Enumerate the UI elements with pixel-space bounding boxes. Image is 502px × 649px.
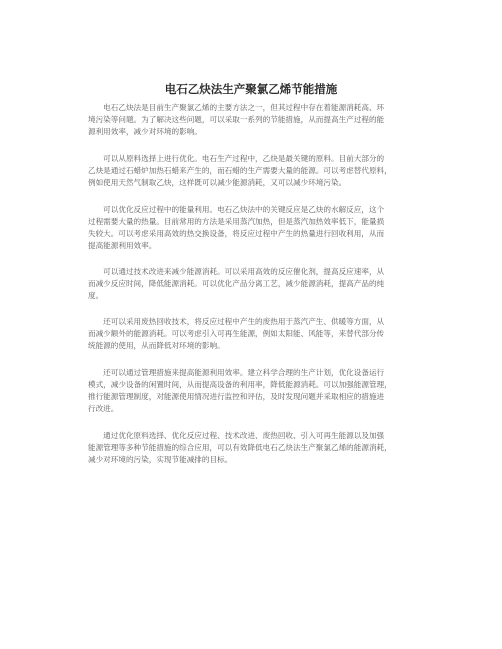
- text-line: 过程需要大量的热量。目前常用的方法是采用蒸汽加热，但是蒸汽加热效率低下，能量损: [88, 217, 385, 226]
- text-line: 能源管理等多种节能措施的综合应用，可以有效降低电石乙炔法生产聚氯乙烯的能源消耗，: [88, 443, 392, 452]
- text-line: 可以从原料选择上进行优化。电石生产过程中，乙炔是最关键的原料。目前大部分的: [88, 154, 385, 163]
- text-line: 推行能源管理制度，对能源使用情况进行监控和评估，及时发现问题并采取相应的措施进: [88, 392, 385, 401]
- text-line: 而减少反应时间，降低能源消耗。可以优化产品分离工艺，减少能源消耗，提高产品的纯: [88, 279, 385, 288]
- text-line: 通过优化原料选择、优化反应过程、技术改进、废热回收、引入可再生能源以及加强: [88, 431, 385, 440]
- text-line: 模式，减少设备的闲置时间，从而提高设备的利用率，降低能源消耗。可以加强能源管理，: [88, 380, 392, 389]
- text-line: 可以优化反应过程中的能量利用。电石乙炔法中的关键反应是乙炔的水解反应，这个: [88, 205, 385, 214]
- text-line: 还可以采用废热回收技术，将反应过程中产生的废热用于蒸汽产生、供暖等方面，从: [88, 317, 385, 326]
- text-line: 境污染等问题。为了解决这些问题，可以采取一系列的节能措施，从而提高生产过程的能: [88, 115, 385, 124]
- text-line: 失较大。可以考虑采用高效的热交换设备，将反应过程中产生的热量进行回收利用，从而: [88, 229, 385, 238]
- text-line: 提高能源利用效率。: [88, 241, 157, 250]
- text-line: 而减少额外的能源消耗。可以考虑引入可再生能源，例如太阳能、风能等，来替代部分传: [88, 329, 385, 338]
- text-line: 还可以通过管理措施来提高能源利用效率。建立科学合理的生产计划，优化设备运行: [88, 368, 385, 377]
- paragraph-conclusion: [88, 430, 418, 466]
- text-line: 例如使用天然气制取乙炔，这样既可以减少能源消耗，又可以减少环境污染。: [88, 178, 347, 187]
- document-title: 电石乙炔法生产聚氯乙烯节能措施: [164, 82, 338, 96]
- text-line: 源利用效率，减少对环境的影响。: [88, 127, 202, 136]
- paragraph-raw-material: [88, 153, 418, 189]
- paragraph-management: [88, 367, 418, 415]
- paragraph-waste-heat: [88, 316, 418, 352]
- text-line: 减少对环境的污染，实现节能减排的目标。: [88, 455, 233, 464]
- text-line: 可以通过技术改进来减少能源消耗。可以采用高效的反应催化剂，提高反应速率，从: [88, 267, 385, 276]
- paragraph-reaction-energy: [88, 204, 418, 252]
- text-line: 度。: [88, 291, 104, 300]
- paragraph-technology: [88, 266, 418, 302]
- text-line: 乙炔是通过石蜡炉加热石蜡来产生的，而石蜡的生产需要大量的能源。可以考虑替代原料，: [88, 166, 392, 175]
- text-line: 行改进。: [88, 404, 119, 413]
- text-line: 电石乙炔法是目前生产聚氯乙烯的主要方法之一，但其过程中存在着能源消耗高、环: [88, 103, 385, 112]
- paragraph-intro: [88, 102, 418, 138]
- text-line: 统能源的使用，从而降低对环境的影响。: [88, 341, 225, 350]
